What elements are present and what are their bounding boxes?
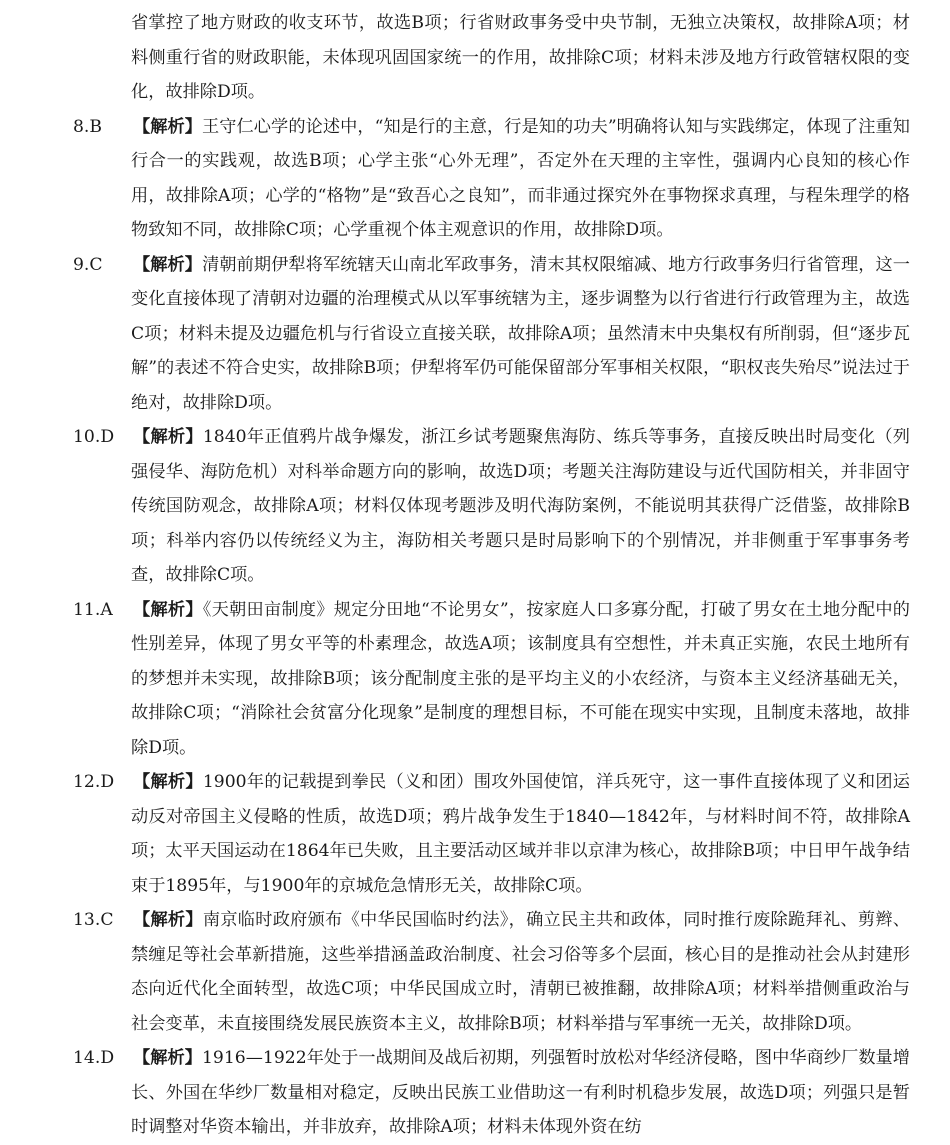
answer-explanation: 《天朝田亩制度》规定分田地“不论男女”，按家庭人口多寡分配，打破了男女在土地分配中的性别差异，体现了男女平等的朴素理念，故选A项；该制度具有空想性，并未真正实施，农民土地所有的梦想并未实现，故排除B项；该分配制度主张的是平均主义的小农经济，与资本主义经济基础无关，故排除C项；“消除社会贫富分化现象”是制度的理想目标，不可能在现实中实现，且制度未落地，故排除D项。 (131, 599, 910, 758)
answer-explanation: 1900年的记载提到拳民（义和团）围攻外国使馆，洋兵死守，这一事件直接体现了义和团运动反对帝国主义侵略的性质，故选D项；鸦片战争发生于1840—1842年，与材料时间不符，故排除A项；太平天国运动在1864年已失败，且主要活动区域并非以京津为核心，故排除B项；中日甲午战争结束于1895年，与1900年的京城危急情形无关，故排除C项。 (131, 772, 910, 896)
answer-number: 9.C (73, 254, 103, 275)
analysis-label: 【解析】 (133, 1048, 202, 1068)
answer-explanation: 清朝前期伊犁将军统辖天山南北军政事务，清末其权限缩减、地方行政事务归行省管理，这一变化直接体现了清朝对边疆的治理模式从以军事统辖为主，逐步调整为以行省进行行政管理为主，故选C项；材料未提及边疆危机与行省设立直接关联，故排除A项；虽然清末中央集权有所削弱，但“逐步瓦解”的表述不符合史实，故排除B项；伊犁将军仍可能保留部分军事相关权限，“职权丧失殆尽”说法过于绝对，故排除D项。 (131, 254, 910, 413)
analysis-label: 【解析】 (133, 427, 203, 447)
answer-explanation: 1916—1922年处于一战期间及战后初期，列强暂时放松对华经济侵略，图中华商纱厂数量增长、外国在华纱厂数量相对稳定，反映出民族工业借助这一有利时机稳步发展，故选D项；列强只是暂时调整对华资本输出，并非放弃，故排除A项；材料未体现外资在纺 (131, 1048, 910, 1137)
answer-item-9 (73, 248, 910, 421)
answer-number: 8.B (73, 116, 103, 137)
answer-item-14 (73, 1041, 910, 1145)
analysis-label: 【解析】 (133, 254, 203, 275)
analysis-label: 【解析】 (133, 772, 203, 792)
answer-number: 13.C (73, 910, 114, 930)
answer-number: 14.D (73, 1048, 115, 1068)
continuation-paragraph: 省掌控了地方财政的收支环节，故选B项；行省财政事务受中央节制，无独立决策权，故排除A项；材料侧重行省的财政职能，未体现巩固国家统一的作用，故排除C项；材料未涉及地方行政管辖权限的变化，故排除D项。 (131, 13, 910, 102)
answer-item-10 (73, 420, 910, 593)
answer-explanation: 1840年正值鸦片战争爆发，浙江乡试考题聚焦海防、练兵等事务，直接反映出时局变化（列强侵华、海防危机）对科举命题方向的影响，故选D项；考题关注海防建设与近代国防相关，并非固守传统国防观念，故排除A项；材料仅体现考题涉及明代海防案例，不能说明其获得广泛借鉴，故排除B项；科举内容仍以传统经义为主，海防相关考题只是时局影响下的个别情况，并非侧重于军事事务考查，故排除C项。 (131, 427, 910, 585)
analysis-label: 【解析】 (133, 599, 203, 620)
answer-item-12 (73, 765, 910, 903)
answer-explanation: 王守仁心学的论述中，“知是行的主意，行是知的功夫”明确将认知与实践绑定，体现了注重知行合一的实践观，故选B项；心学主张“心外无理”，否定外在天理的主宰性，强调内心良知的核心作用，故排除A项；心学的“格物”是“致吾心之良知”，而非通过探究外在事物探求真理，与程朱理学的格物致知不同，故排除C项；心学重视个体主观意识的作用，故排除D项。 (131, 116, 910, 240)
analysis-label: 【解析】 (133, 910, 203, 930)
answer-number: 10.D (73, 427, 115, 447)
answer-number: 11.A (73, 599, 113, 620)
answer-explanation: 南京临时政府颁布《中华民国临时约法》，确立民主共和政体，同时推行废除跪拜礼、剪辫、禁缠足等社会革新措施，这些举措涵盖政治制度、社会习俗等多个层面，核心目的是推动社会从封建形态向近代化全面转型，故选C项；中华民国成立时，清朝已被推翻，故排除A项；材料举措侧重政治与社会变革，未直接围绕发展民族资本主义，故排除B项；材料举措与军事统一无关，故排除D项。 (131, 910, 910, 1034)
answer-item-11 (73, 593, 910, 766)
answer-item-8 (73, 110, 910, 248)
answer-item-13 (73, 903, 910, 1041)
answer-number: 12.D (73, 772, 115, 792)
analysis-label: 【解析】 (133, 116, 203, 137)
